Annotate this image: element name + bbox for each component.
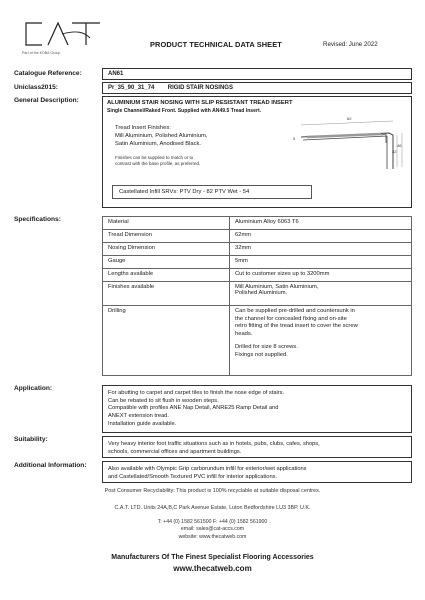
suitability-line: Very heavy interior foot traffic situations such as in hotels, pubs, clubs, cafes, shops, <box>108 441 320 447</box>
table-row <box>103 256 412 269</box>
spec-key: Nosing Dimension <box>103 243 230 256</box>
general-description-box <box>102 96 412 208</box>
spec-value <box>230 306 412 376</box>
spec-key: Drilling <box>103 306 230 376</box>
company-website[interactable]: website: www.thecatweb.com <box>178 534 247 540</box>
srv-text: Castellated Infill SRVs: PTV Dry - 82 PTV Wet - 54 <box>119 189 250 195</box>
catalogue-label: Catalogue Reference: <box>14 70 82 77</box>
company-address: C.A.T. LTD. Units 24A,B,C Park Avenue Estate, Luton Bedfordshire LU3 3BP. U.K. <box>114 505 311 511</box>
spec-value-line: retro fitting of the tread insert to cover the screw <box>235 323 358 330</box>
additional-info-label: Additional Information: <box>14 462 87 469</box>
finishes-line: Mill Aluminium, Polished Aluminium, <box>115 133 208 139</box>
dim-left: 5 <box>293 136 296 141</box>
table-row <box>103 306 412 376</box>
specifications-table <box>102 216 412 376</box>
spec-key: Finishes available <box>103 282 230 306</box>
company-email[interactable]: email: sales@cat-accs.com <box>180 526 245 532</box>
application-label: Application: <box>14 385 53 392</box>
nosing-profile-drawing <box>293 113 405 169</box>
spec-value <box>230 282 412 306</box>
dim-top: 62 <box>347 116 352 121</box>
catalogue-value: AN61 <box>108 70 124 77</box>
spec-key: Tread Dimension <box>103 230 230 243</box>
table-row <box>103 269 412 282</box>
uniclass-code: Pr_35_90_31_74 <box>108 84 155 91</box>
spec-value: Aluminium Alloy 6063 T6 <box>230 217 412 230</box>
spec-value-line: Fixings not supplied. <box>235 351 288 358</box>
specifications-label: Specifications: <box>14 216 61 223</box>
spec-key: Gauge <box>103 256 230 269</box>
spec-value: 32mm <box>230 243 412 256</box>
application-line: Compatible with profiles ANE Nap Detail, ANRE25 Ramp Detail and <box>108 405 279 412</box>
suitability-line: schools, commercial offices and apartment buildings. <box>108 449 242 455</box>
product-subtitle: Single Channel/Raked Front. Supplied with AN49.5 Tread Insert. <box>107 108 262 114</box>
finishes-line: Satin Aluminium, Anodised Black. <box>115 141 202 147</box>
finishes-note: Finishes can be supplied to match or to <box>115 155 194 160</box>
spec-value-line: Polished Aluminium. <box>235 290 288 296</box>
application-line: Can be rebated to sit flush in wooden steps. <box>108 397 219 404</box>
additional-line: and Castellated/Smooth Textured PVC infill for interior applications. <box>108 474 278 480</box>
spec-value-line: heads. <box>235 330 253 337</box>
application-box <box>102 385 412 433</box>
table-row <box>103 217 412 230</box>
srv-box <box>112 185 312 199</box>
product-title: ALUMINIUM STAIR NOSING WITH SLIP RESISTANT TREAD INSERT <box>107 100 293 106</box>
additional-info-box <box>102 461 412 483</box>
logo-subtitle: Part of the KOBA Group <box>22 51 61 55</box>
spec-value-line: Drilled for size 8 screws. <box>235 344 298 351</box>
spec-value: 5mm <box>230 256 412 269</box>
cat-logo <box>22 20 104 48</box>
finishes-heading: Tread Insert Finishes: <box>115 125 171 131</box>
document-title: PRODUCT TECHNICAL DATA SHEET <box>150 40 282 49</box>
table-row <box>103 230 412 243</box>
dim-right-outer: 46 <box>397 143 402 148</box>
additional-line: Also available with Olympic Grip carborundum infill for exterior/wet applications <box>108 466 307 472</box>
spec-key: Lengths available <box>103 269 230 282</box>
general-description-label: General Description: <box>14 97 79 104</box>
suitability-box <box>102 436 412 458</box>
suitability-label: Suitability: <box>14 436 48 443</box>
table-row <box>103 243 412 256</box>
spec-value-line: Can be supplied pre-drilled and countersunk in <box>235 308 355 314</box>
spec-value-line: Mill Aluminium, Satin Aluminium, <box>235 284 319 290</box>
spec-value: Cut to customer sizes up to 3200mm <box>230 269 412 282</box>
tagline-website[interactable]: www.thecatweb.com <box>173 564 252 573</box>
tagline: Manufacturers Of The Finest Specialist Flooring Accessories <box>111 554 314 561</box>
catalogue-value-box <box>102 68 412 80</box>
spec-value-line: the channel for concealed fixing and on-site <box>235 315 347 322</box>
application-line: ANEXT extension tread. <box>108 413 169 420</box>
spec-key: Material <box>103 217 230 230</box>
revised-date: Revised: June 2022 <box>323 41 378 48</box>
company-phone: T: +44 (0) 1582 561500 F: +44 (0) 1582 561900 <box>157 519 268 525</box>
application-line: Installation guide available. <box>108 420 177 427</box>
recyclability-note: Post Consumer Recyclability: This product is 100% recyclable at suitable disposal centres. <box>104 488 321 494</box>
spec-value: 62mm <box>230 230 412 243</box>
uniclass-name: RIGID STAIR NOSINGS <box>167 84 233 91</box>
dim-right-inner: 32 <box>392 149 397 154</box>
table-row <box>103 282 412 306</box>
application-line: For abutting to carpet and carpet tiles to finish the nose edge of stairs. <box>108 390 285 396</box>
finishes-note: contrast with the base profile, as preferred. <box>115 161 201 166</box>
uniclass-box <box>102 82 412 94</box>
uniclass-label: Uniclass2015: <box>14 84 58 91</box>
